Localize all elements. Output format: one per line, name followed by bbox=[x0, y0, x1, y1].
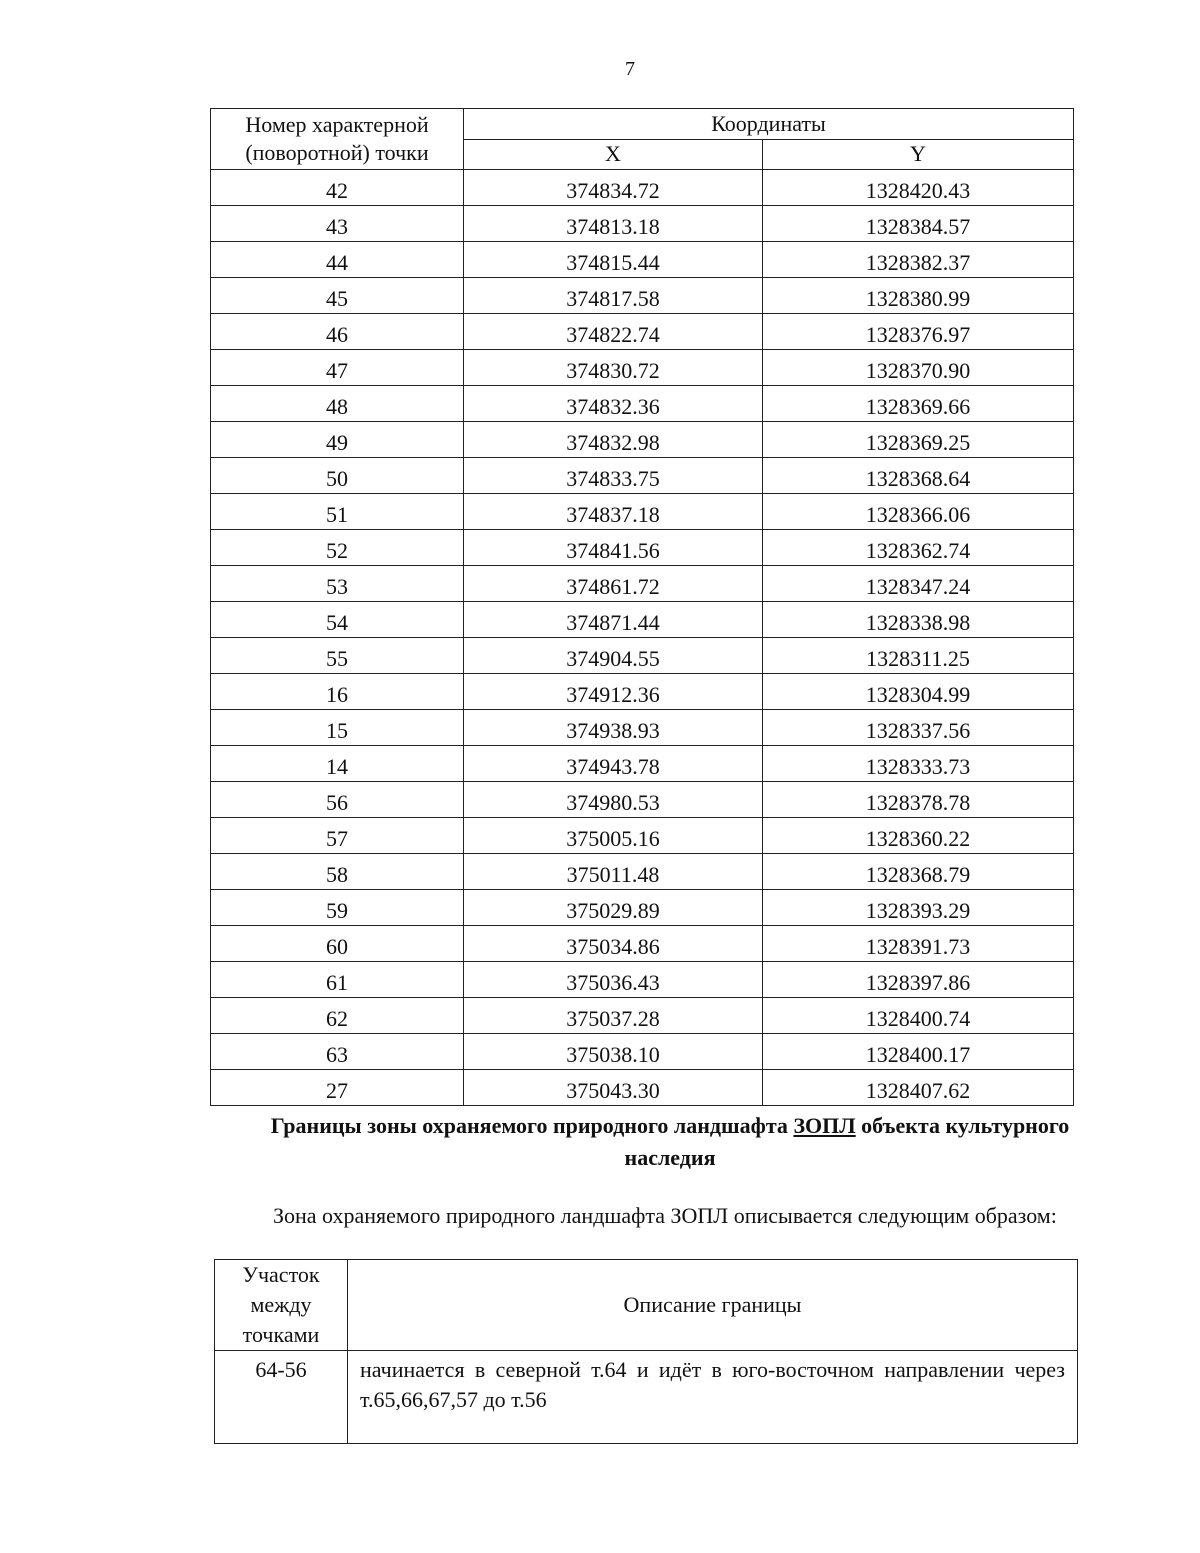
coord-y: 1328360.22 bbox=[763, 818, 1074, 854]
table-row bbox=[211, 998, 1074, 1034]
table-row bbox=[211, 314, 1074, 350]
point-number: 55 bbox=[211, 638, 464, 674]
table-row bbox=[211, 854, 1074, 890]
point-number: 61 bbox=[211, 962, 464, 998]
coord-y: 1328369.66 bbox=[763, 386, 1074, 422]
table-row bbox=[211, 530, 1074, 566]
zopl-abbreviation: ЗОПЛ bbox=[793, 1113, 856, 1138]
point-number: 45 bbox=[211, 278, 464, 314]
point-number: 47 bbox=[211, 350, 464, 386]
table-row bbox=[215, 1351, 1078, 1444]
segment-cell: 64-56 bbox=[215, 1351, 348, 1444]
coord-x: 374912.36 bbox=[464, 674, 763, 710]
header-y: Y bbox=[763, 139, 1074, 170]
header-coordinates: Координаты bbox=[464, 109, 1074, 140]
table-row bbox=[211, 1070, 1074, 1106]
table-row bbox=[211, 350, 1074, 386]
coord-y: 1328420.43 bbox=[763, 170, 1074, 206]
coord-y: 1328304.99 bbox=[763, 674, 1074, 710]
coordinates-table bbox=[210, 108, 1074, 1106]
coord-x: 374837.18 bbox=[464, 494, 763, 530]
coord-x: 374830.72 bbox=[464, 350, 763, 386]
coord-y: 1328378.78 bbox=[763, 782, 1074, 818]
point-number: 14 bbox=[211, 746, 464, 782]
coord-x: 374832.36 bbox=[464, 386, 763, 422]
table-row bbox=[211, 494, 1074, 530]
coord-y: 1328347.24 bbox=[763, 566, 1074, 602]
coord-y: 1328400.17 bbox=[763, 1034, 1074, 1070]
section-title bbox=[250, 1110, 1090, 1174]
coord-y: 1328370.90 bbox=[763, 350, 1074, 386]
table-row bbox=[211, 566, 1074, 602]
coord-x: 374980.53 bbox=[464, 782, 763, 818]
table-row bbox=[211, 710, 1074, 746]
coord-y: 1328311.25 bbox=[763, 638, 1074, 674]
table-row bbox=[211, 1034, 1074, 1070]
coord-x: 375029.89 bbox=[464, 890, 763, 926]
coordinates-table-body bbox=[211, 170, 1074, 1106]
coord-x: 375036.43 bbox=[464, 962, 763, 998]
table-row bbox=[211, 746, 1074, 782]
table-row bbox=[211, 206, 1074, 242]
point-number: 60 bbox=[211, 926, 464, 962]
point-number: 46 bbox=[211, 314, 464, 350]
point-number: 49 bbox=[211, 422, 464, 458]
table-row bbox=[211, 278, 1074, 314]
point-number: 58 bbox=[211, 854, 464, 890]
point-number: 54 bbox=[211, 602, 464, 638]
table-row bbox=[211, 458, 1074, 494]
point-number: 57 bbox=[211, 818, 464, 854]
coord-y: 1328333.73 bbox=[763, 746, 1074, 782]
table-row bbox=[211, 242, 1074, 278]
coord-x: 375034.86 bbox=[464, 926, 763, 962]
coord-x: 374815.44 bbox=[464, 242, 763, 278]
point-number: 15 bbox=[211, 710, 464, 746]
coord-x: 375043.30 bbox=[464, 1070, 763, 1106]
section-title-part1: Границы зоны охраняемого природного ландшафта bbox=[270, 1113, 794, 1138]
point-number: 53 bbox=[211, 566, 464, 602]
coord-x: 374832.98 bbox=[464, 422, 763, 458]
header-x: X bbox=[464, 139, 763, 170]
coord-x: 374904.55 bbox=[464, 638, 763, 674]
description-cell: начинается в северной т.64 и идёт в юго-восточном направлении через т.65,66,67,57 до т.56 bbox=[348, 1351, 1078, 1444]
page-number: 7 bbox=[625, 58, 635, 80]
header-segment: Участок между точками bbox=[215, 1260, 348, 1351]
coord-x: 374833.75 bbox=[464, 458, 763, 494]
coord-y: 1328397.86 bbox=[763, 962, 1074, 998]
point-number: 62 bbox=[211, 998, 464, 1034]
coord-y: 1328391.73 bbox=[763, 926, 1074, 962]
point-number: 48 bbox=[211, 386, 464, 422]
point-number: 42 bbox=[211, 170, 464, 206]
coord-x: 374943.78 bbox=[464, 746, 763, 782]
coord-x: 374817.58 bbox=[464, 278, 763, 314]
coord-x: 374871.44 bbox=[464, 602, 763, 638]
table-row bbox=[211, 170, 1074, 206]
table-row bbox=[211, 638, 1074, 674]
table-row bbox=[211, 890, 1074, 926]
point-number: 51 bbox=[211, 494, 464, 530]
coord-x: 375011.48 bbox=[464, 854, 763, 890]
table-row bbox=[211, 674, 1074, 710]
table-row bbox=[211, 422, 1074, 458]
table-row bbox=[211, 926, 1074, 962]
point-number: 43 bbox=[211, 206, 464, 242]
coord-y: 1328366.06 bbox=[763, 494, 1074, 530]
coord-x: 374938.93 bbox=[464, 710, 763, 746]
coord-y: 1328376.97 bbox=[763, 314, 1074, 350]
coord-y: 1328382.37 bbox=[763, 242, 1074, 278]
table-header-row bbox=[215, 1260, 1078, 1351]
table-row bbox=[211, 962, 1074, 998]
coord-y: 1328337.56 bbox=[763, 710, 1074, 746]
header-point-number: Номер характерной (поворотной) точки bbox=[211, 109, 464, 170]
coord-y: 1328384.57 bbox=[763, 206, 1074, 242]
point-number: 16 bbox=[211, 674, 464, 710]
coord-y: 1328368.64 bbox=[763, 458, 1074, 494]
header-description: Описание границы bbox=[348, 1260, 1078, 1351]
coord-x: 374813.18 bbox=[464, 206, 763, 242]
point-number: 63 bbox=[211, 1034, 464, 1070]
point-number: 56 bbox=[211, 782, 464, 818]
point-number: 27 bbox=[211, 1070, 464, 1106]
section-title-part2: объекта культурного наследия bbox=[624, 1113, 1070, 1170]
intro-paragraph: Зона охраняемого природного ландшафта ЗОПЛ описывается следующим образом: bbox=[273, 1203, 1057, 1228]
point-number: 50 bbox=[211, 458, 464, 494]
coord-y: 1328368.79 bbox=[763, 854, 1074, 890]
coord-y: 1328338.98 bbox=[763, 602, 1074, 638]
coord-y: 1328369.25 bbox=[763, 422, 1074, 458]
point-number: 44 bbox=[211, 242, 464, 278]
coord-y: 1328407.62 bbox=[763, 1070, 1074, 1106]
coord-x: 375037.28 bbox=[464, 998, 763, 1034]
coord-x: 374861.72 bbox=[464, 566, 763, 602]
point-number: 52 bbox=[211, 530, 464, 566]
table-row bbox=[211, 602, 1074, 638]
table-row bbox=[211, 782, 1074, 818]
coord-x: 374822.74 bbox=[464, 314, 763, 350]
coord-y: 1328400.74 bbox=[763, 998, 1074, 1034]
coord-y: 1328393.29 bbox=[763, 890, 1074, 926]
boundary-description-table bbox=[214, 1259, 1078, 1444]
table-row bbox=[211, 386, 1074, 422]
coord-x: 375005.16 bbox=[464, 818, 763, 854]
coord-y: 1328362.74 bbox=[763, 530, 1074, 566]
coord-x: 375038.10 bbox=[464, 1034, 763, 1070]
table-row bbox=[211, 818, 1074, 854]
point-number: 59 bbox=[211, 890, 464, 926]
coord-y: 1328380.99 bbox=[763, 278, 1074, 314]
coord-x: 374834.72 bbox=[464, 170, 763, 206]
coord-x: 374841.56 bbox=[464, 530, 763, 566]
